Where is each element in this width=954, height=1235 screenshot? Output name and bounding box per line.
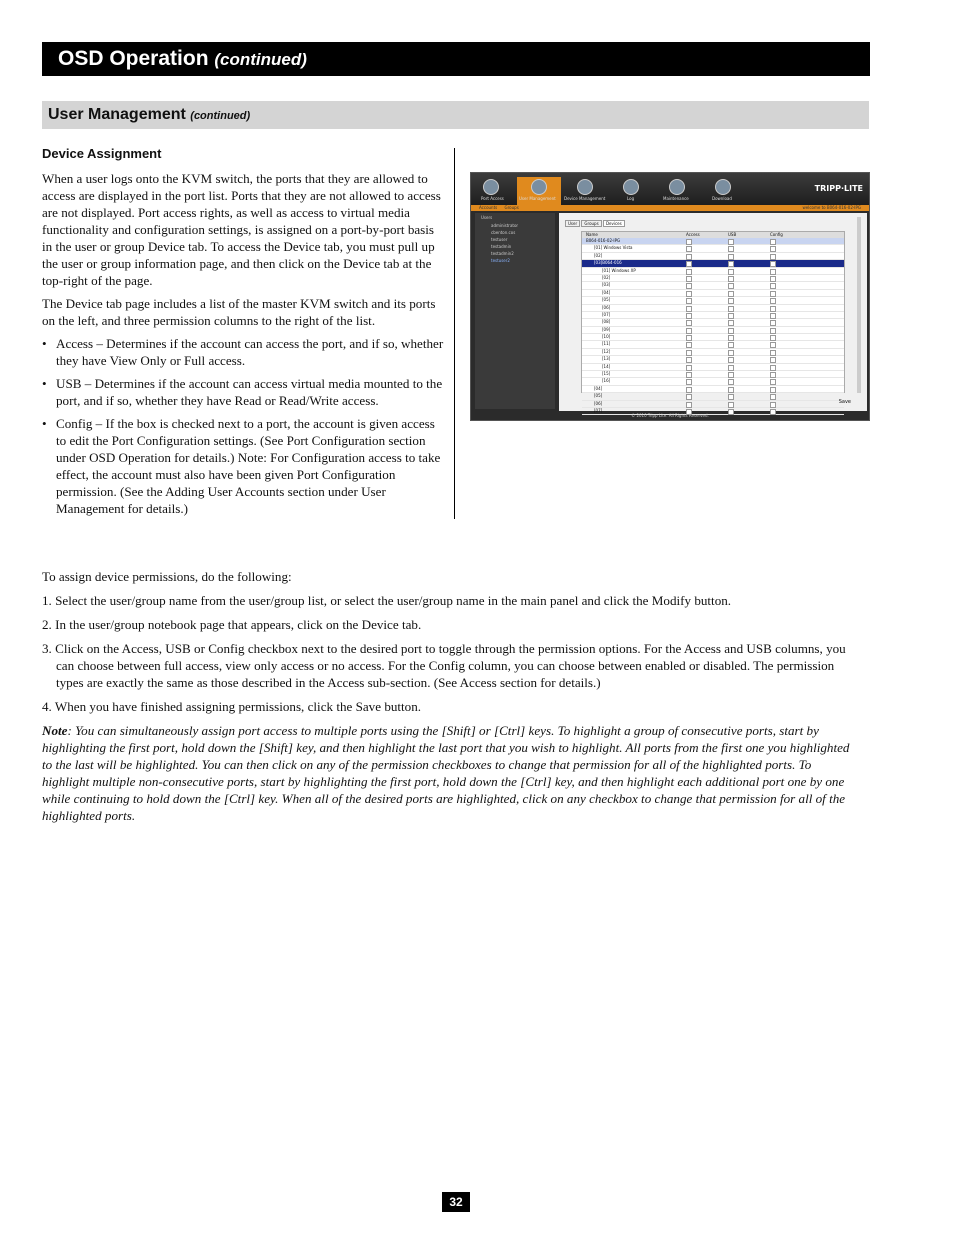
page-header — [42, 42, 870, 76]
column-header: Config — [770, 232, 783, 237]
tree-item[interactable]: testadmin — [491, 244, 512, 249]
section-header — [42, 101, 869, 129]
port-name: [03] — [602, 282, 611, 288]
permission-checkbox[interactable] — [770, 402, 776, 408]
permission-checkbox[interactable] — [686, 239, 692, 245]
header-continued: (continued) — [214, 50, 307, 69]
log-icon[interactable] — [623, 179, 639, 195]
port-name: [10] — [602, 334, 611, 340]
port-name: B064-016-02-IPG — [586, 238, 621, 243]
download-icon[interactable] — [715, 179, 731, 195]
port-name: [04] — [602, 289, 611, 295]
port-row[interactable] — [582, 364, 844, 371]
permission-checkbox[interactable] — [770, 342, 776, 348]
permission-list — [42, 335, 444, 517]
permission-checkbox[interactable] — [686, 306, 692, 312]
port-row[interactable] — [582, 238, 844, 245]
port-name: [06] — [594, 400, 603, 406]
port-name: [08] — [602, 319, 611, 325]
port-row[interactable] — [582, 378, 844, 385]
list-item: • USB – Determines if the account can access virtual media mounted to the port, and if so, whether they have Read or Read/Write access. — [42, 375, 444, 409]
paragraph: When a user logs onto the KVM switch, the ports that they are allowed to access are displayed in the port list. Ports that they are not allowed to access are not displayed. Port access rights, as well as access to virtual media functionality and configuration settings, is assigned on a port-by-port basis in the user or group Device tab. To access the Device tab, you must pull up the user or group information page, and then click on the Device tab at the top-right of the page. — [42, 171, 441, 288]
permission-checkbox[interactable] — [770, 350, 776, 356]
menu-label: Device Management — [564, 196, 606, 201]
permission-checkbox[interactable] — [728, 365, 734, 371]
port-name: [16] — [602, 378, 611, 384]
permission-checkbox[interactable] — [770, 283, 776, 289]
column-header: Name — [586, 232, 598, 237]
port-access-icon[interactable] — [483, 179, 499, 195]
section-continued: (continued) — [190, 110, 251, 122]
brand-logo: TRIPP·LITE — [814, 184, 863, 193]
permission-checkbox[interactable] — [770, 328, 776, 334]
permission-checkbox[interactable] — [770, 379, 776, 385]
port-row[interactable] — [582, 349, 844, 356]
permission-checkbox[interactable] — [770, 298, 776, 304]
step: 2. In the user/group notebook page that appears, click on the Device tab. — [42, 617, 422, 632]
permission-checkbox[interactable] — [728, 328, 734, 334]
permission-checkbox[interactable] — [770, 365, 776, 371]
port-row[interactable] — [582, 260, 844, 267]
permission-checkbox[interactable] — [770, 239, 776, 245]
permission-checkbox[interactable] — [686, 246, 692, 252]
footer-copyright: © 2010 Tripp Lite. All Rights Reserved. — [631, 413, 709, 418]
port-row[interactable] — [582, 282, 844, 289]
permission-checkbox[interactable] — [686, 276, 692, 282]
permission-checkbox[interactable] — [770, 357, 776, 363]
permission-checkbox[interactable] — [728, 313, 734, 319]
intro: To assign device permissions, do the following: — [42, 569, 292, 584]
permission-checkbox[interactable] — [770, 254, 776, 260]
menu-label: Log — [627, 196, 635, 201]
permission-checkbox[interactable] — [686, 313, 692, 319]
paragraph: The Device tab page includes a list of the master KVM switch and its ports on the left, and three permission columns to the right of the list. — [42, 296, 436, 328]
permission-checkbox[interactable] — [728, 254, 734, 260]
list-item: • Config – If the box is checked next to a port, the account is given access to edit the Port Configuration settings. (See Port Configuration section under OSD Operation for details.) Note: For Configuration access to take effect, the account must also have been given Port Configuration permission. (See the Adding User Accounts section under User Management for details.) — [42, 415, 444, 517]
permission-checkbox[interactable] — [728, 387, 734, 393]
permission-checkbox[interactable] — [770, 261, 776, 267]
left-column — [42, 170, 444, 523]
port-row[interactable] — [582, 371, 844, 378]
permission-checkbox[interactable] — [770, 276, 776, 282]
tree-item[interactable]: testadmin2 — [491, 251, 514, 256]
permission-checkbox[interactable] — [770, 313, 776, 319]
permission-checkbox[interactable] — [728, 261, 734, 267]
port-name: [07] — [594, 407, 603, 413]
permission-checkbox[interactable] — [770, 372, 776, 378]
menu-label: Port Access — [481, 196, 504, 201]
permission-checkbox[interactable] — [728, 372, 734, 378]
permission-checkbox[interactable] — [728, 335, 734, 341]
permission-checkbox[interactable] — [686, 328, 692, 334]
port-row[interactable] — [582, 356, 844, 363]
permission-checkbox[interactable] — [770, 291, 776, 297]
permission-checkbox[interactable] — [686, 342, 692, 348]
maintenance-icon[interactable] — [669, 179, 685, 195]
permission-checkbox[interactable] — [686, 291, 692, 297]
save-button[interactable]: Save — [838, 399, 851, 405]
permission-checkbox[interactable] — [686, 357, 692, 363]
permission-checkbox[interactable] — [686, 402, 692, 408]
port-row[interactable] — [582, 312, 844, 319]
permission-checkbox[interactable] — [686, 335, 692, 341]
port-name: [03]B064-016 — [594, 260, 622, 266]
permission-checkbox[interactable] — [728, 291, 734, 297]
device-management-icon[interactable] — [577, 179, 593, 195]
column-header: Access — [686, 232, 700, 237]
permission-checkbox[interactable] — [686, 350, 692, 356]
port-name: [01] Windows XP — [602, 267, 636, 273]
port-row[interactable] — [582, 401, 844, 408]
user-management-icon[interactable] — [531, 179, 547, 195]
breadcrumb — [471, 205, 869, 211]
port-name: [12] — [602, 348, 611, 354]
tab-user[interactable]: User — [565, 220, 580, 227]
step: 1. Select the user/group name from the user/group list, or select the user/group name in the main panel and click the Modify button. — [42, 593, 732, 608]
menu-label: Maintenance — [663, 196, 689, 201]
port-name: [09] — [602, 326, 611, 332]
tree-item-selected[interactable]: testuser2 — [491, 258, 510, 263]
permission-checkbox[interactable] — [770, 269, 776, 275]
permission-checkbox[interactable] — [728, 320, 734, 326]
permission-checkbox[interactable] — [686, 387, 692, 393]
port-name: [11] — [602, 341, 611, 347]
port-name: [07] — [602, 311, 611, 317]
permission-checkbox[interactable] — [770, 320, 776, 326]
note-label: Note — [42, 723, 68, 738]
port-name: [05] — [594, 393, 603, 399]
permission-checkbox[interactable] — [686, 283, 692, 289]
step: 4. When you have finished assigning permissions, click the Save button. — [42, 699, 422, 714]
port-name: [15] — [602, 371, 611, 377]
instructions — [42, 568, 854, 831]
permission-checkbox[interactable] — [686, 254, 692, 260]
user-tree — [475, 213, 555, 409]
port-row[interactable] — [582, 319, 844, 326]
permission-checkbox[interactable] — [686, 394, 692, 400]
port-row[interactable] — [582, 386, 844, 393]
permission-checkbox[interactable] — [728, 402, 734, 408]
permission-checkbox[interactable] — [686, 298, 692, 304]
permission-checkbox[interactable] — [728, 379, 734, 385]
permission-checkbox[interactable] — [728, 306, 734, 312]
port-row[interactable] — [582, 290, 844, 297]
breadcrumb-item[interactable]: Accounts — [479, 205, 498, 210]
port-name: [06] — [602, 304, 611, 310]
scrollbar[interactable] — [857, 217, 861, 393]
permission-checkbox[interactable] — [728, 283, 734, 289]
port-name: [04] — [594, 385, 603, 391]
permission-checkbox[interactable] — [728, 342, 734, 348]
header-title: OSD Operation — [58, 47, 209, 70]
tab-strip — [565, 221, 625, 226]
permission-checkbox[interactable] — [728, 298, 734, 304]
screenshot-figure — [470, 172, 870, 421]
port-row[interactable] — [582, 297, 844, 304]
port-name: [01] Windows Vista — [594, 245, 633, 251]
port-name: [02] — [594, 252, 603, 258]
permission-checkbox[interactable] — [770, 387, 776, 393]
subsection-title: Device Assignment — [42, 146, 162, 161]
permission-checkbox[interactable] — [686, 261, 692, 267]
port-name: [14] — [602, 363, 611, 369]
permission-checkbox[interactable] — [728, 269, 734, 275]
breadcrumb-item[interactable]: Groups — [504, 205, 519, 210]
permission-checkbox[interactable] — [728, 394, 734, 400]
permission-checkbox[interactable] — [686, 365, 692, 371]
tab-devices[interactable]: Devices — [603, 220, 625, 227]
tree-item[interactable]: administrator — [491, 223, 519, 228]
column-divider — [454, 148, 455, 519]
port-row[interactable] — [582, 334, 844, 341]
port-name: [13] — [602, 356, 611, 362]
menu-label: Download — [712, 196, 732, 201]
port-row[interactable] — [582, 327, 844, 334]
port-name: [05] — [602, 297, 611, 303]
permission-checkbox[interactable] — [728, 276, 734, 282]
permission-checkbox[interactable] — [770, 394, 776, 400]
port-row[interactable] — [582, 245, 844, 252]
port-row[interactable] — [582, 305, 844, 312]
port-row[interactable] — [582, 253, 844, 260]
permission-checkbox[interactable] — [728, 350, 734, 356]
welcome-text: welcome to B064-016-02-IPG — [802, 205, 861, 210]
permission-checkbox[interactable] — [770, 306, 776, 312]
section-title: User Management — [48, 106, 186, 123]
permission-checkbox[interactable] — [728, 357, 734, 363]
list-item: • Access – Determines if the account can access the port, and if so, whether they have View Only or Full access. — [42, 335, 444, 369]
port-row[interactable] — [582, 268, 844, 275]
step: 3. Click on the Access, USB or Config checkbox next to the desired port to toggle through the permission options. For the Access and USB columns, you can choose between full access, view only access or no access. For the Config column, you can choose between enabled or disabled. The permission types are exactly the same as those described in the Access sub-section. (See Access section for details.) — [42, 641, 846, 690]
permission-checkbox[interactable] — [686, 372, 692, 378]
note — [42, 722, 854, 824]
permission-checkbox[interactable] — [770, 246, 776, 252]
permission-checkbox[interactable] — [728, 246, 734, 252]
column-header: USB — [728, 232, 737, 237]
tree-item[interactable]: cbenton.cos — [491, 230, 516, 235]
menu-label: User Management — [519, 196, 556, 201]
page-number: 32 — [442, 1192, 470, 1212]
permission-checkbox[interactable] — [770, 335, 776, 341]
tab-groups[interactable]: Groups — [581, 220, 601, 227]
permission-checkbox[interactable] — [686, 320, 692, 326]
permission-checkbox[interactable] — [728, 239, 734, 245]
note-text: : You can simultaneously assign port access to multiple ports using the [Shift] or [Ctrl] keys. To highlight a group of consecutive ports, start by highlighting the first port, hold down the [Shift] key, and then highlight the last port that you wish to highlight. All ports from the first one you highlighted to the last will be highlighted. You can then click on any of the permission checkboxes to change that permission for all of the highlighted ports. To highlight multiple non-consecutive ports, start by highlighting the first port, hold down the [Ctrl] key, and then highlight each additional port one by one while continuing to hold down the [Ctrl] key. When all of the desired ports are highlighted, click on any checkbox to change that permission for all of the highlighted ports. — [42, 723, 850, 823]
port-row[interactable] — [582, 275, 844, 282]
tree-item[interactable]: testuser — [491, 237, 508, 242]
permission-checkbox[interactable] — [686, 379, 692, 385]
port-row[interactable] — [582, 393, 844, 400]
port-name: [02] — [602, 274, 611, 280]
permission-checkbox[interactable] — [686, 269, 692, 275]
main-panel — [559, 213, 867, 411]
port-row[interactable] — [582, 341, 844, 348]
tree-root[interactable]: Users — [481, 215, 493, 220]
